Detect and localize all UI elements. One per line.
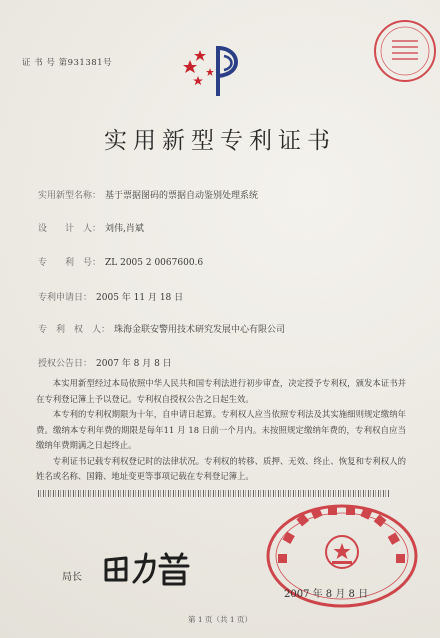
sipo-logo-icon [178,40,258,100]
patent-number-label: 专 利 号： [38,258,102,268]
utility-model-name-value: 基于票据图码的票据自动鉴别处理系统 [105,191,259,201]
director-signature-icon [100,548,195,588]
top-corner-stamp-icon [372,18,438,84]
filing-date-label: 专利申请日： [38,293,93,303]
director-label: 局长 [62,572,82,583]
body-paragraph-1: 本实用新型经过本局依照中华人民共和国专利法进行初步审查，决定授予专利权，颁发本证书并在专利登记簿上予以登记。专利权自授权公告之日起生效。 [36,378,406,404]
patent-number-value: ZL 2005 2 0067600.6 [105,258,204,268]
body-paragraph-2: 本专利的专利权期限为十年，自申请日起算。专利权人应当依照专利法及其实施细则规定缴纳年费。缴纳本专利年费的期限是每年11 月 18 日前一个月内。未按照规定缴纳年费的，专利权自应当缴纳年费期满之日起终止。 [36,409,406,450]
filing-date-row [38,290,183,303]
patentee-label: 专 利 权 人： [38,325,111,335]
patentee-row [38,322,285,335]
page-number: 第 1 页（共 1 页） [187,615,253,624]
grant-announcement-date-label: 授权公告日： [38,359,93,369]
barcode-strip [38,490,390,497]
filing-date-value: 2005 年 11 月 18 日 [96,293,184,303]
patent-number-row [38,255,203,268]
patentee-value: 珠海金联安警用技术研究发展中心有限公司 [114,325,286,335]
body-paragraph-3: 专利证书记载专利权登记时的法律状况。专利权的转移、质押、无效、终止、恢复和专利权人的姓名或名称、国籍、地址变更等事项记载在专利登记簿上。 [36,455,406,481]
utility-model-name-row [38,188,258,201]
utility-model-name-label: 实用新型名称： [38,191,102,201]
grant-date-stamp: 2007 年 8 月 8 日 [284,589,369,600]
designer-value: 刘伟,肖斌 [105,224,144,234]
designer-row [38,221,144,234]
certificate-number: 证 书 号 第931381号 [22,58,113,68]
grant-announcement-date-value: 2007 年 8 月 8 日 [96,359,172,369]
certificate-body-text [36,376,406,485]
designer-label: 设 计 人： [38,224,102,234]
certificate-title: 实用新型专利证书 [104,128,336,154]
grant-announcement-date-row [38,356,172,369]
